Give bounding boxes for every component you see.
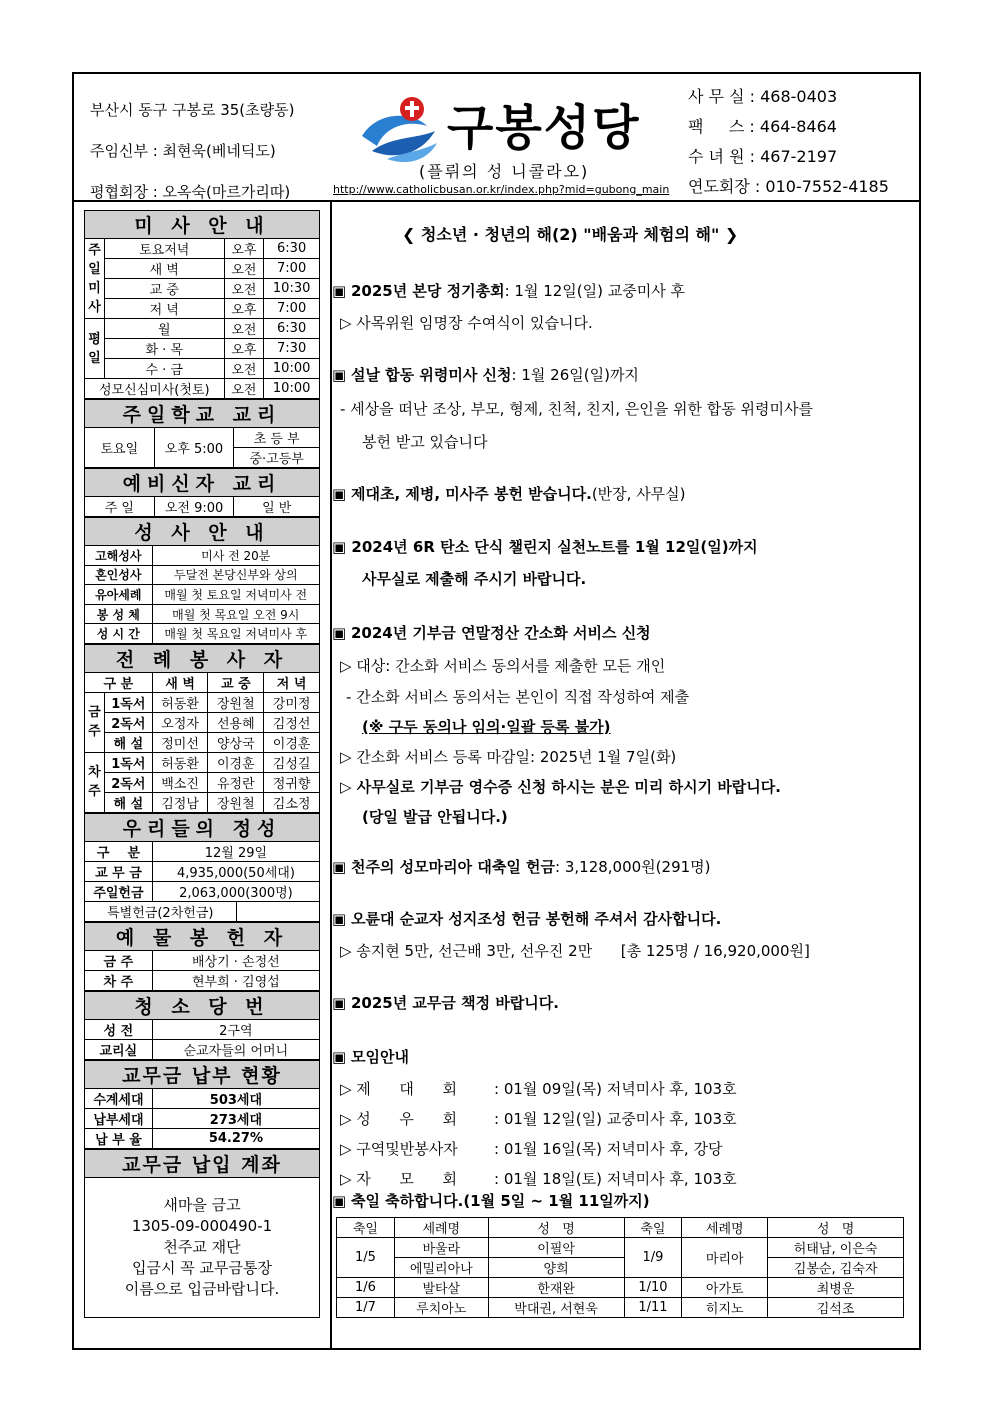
mass-time: 10:00 [264,379,320,399]
server-role: 해 설 [104,732,152,752]
notice-detail: - 세상을 떠난 조상, 부모, 형제, 친척, 친지, 은인을 위한 합동 위령미사를 [340,400,813,418]
sidebar-tables [84,210,320,1318]
mass-name: 화 · 목 [104,339,224,359]
servers-header: 구 분 [85,672,153,692]
year-theme: ❮ 청소년 · 청년의 해(2) "배움과 체험의 해" ❯ [402,225,739,244]
sunday-school-time: 오후 5:00 [154,428,234,468]
account-number: 1305-09-000490-1 [131,1216,273,1235]
pastor: 주임신부 : 최현욱(베네딕도) [90,142,276,160]
dues-value: 273세대 [152,1108,319,1128]
square-bullet-icon: ▣ [332,485,347,503]
meeting-item: ▷ 성 우 회 : 01월 12일(일) 교중미사 후, 103호 [340,1110,737,1128]
council-president: 평협회장 : 오옥숙(마르가리따) [90,183,291,201]
notice-detail: 봉헌 받고 있습니다 [362,433,488,451]
person-name: 김봉순, 김숙자 [768,1258,904,1278]
sunday-mass-label: 주 일 미 사 [85,239,105,319]
server-name: 유정란 [208,772,264,792]
baptismal-name: 마리아 [682,1238,768,1278]
mass-ampm: 오후 [224,299,264,319]
feast-header: 성 명 [488,1218,624,1238]
sidebar [74,202,332,1348]
server-name: 김정선 [264,712,320,732]
notice-text: : 3,128,000원(291명) [555,858,711,876]
notice-offerings [332,483,919,504]
address: 부산시 동구 구봉로 35(초량동) [90,101,295,119]
website-link[interactable]: http://www.catholicbusan.or.kr/index.php?mid=gubong_main [333,183,670,196]
offering-label: 주일헌금 [85,881,153,901]
notice-meetings [332,1046,919,1067]
server-role: 2독서 [104,772,152,792]
sacraments-title: 성 사 안 내 [85,518,320,546]
feast-header: 축일 [624,1218,682,1238]
dues-label: 납부세대 [85,1108,153,1128]
notice-title: 2024년 기부금 연말정산 간소화 서비스 신청 [350,624,651,642]
notice-title: 천주의 성모마리아 대축일 헌금 [350,858,556,876]
server-role: 1독서 [104,752,152,772]
notice-text: (반장, 사무실) [591,485,686,503]
feast-date: 1/10 [624,1278,682,1298]
church-emblem-icon [357,91,447,166]
notice-title: 축일 축하합니다.(1월 5일 ~ 1월 11일까지) [350,1192,650,1210]
feast-days-table [336,1217,904,1318]
notice-shrine-thanks [332,908,919,929]
notice-detail: (당일 발급 안됩니다.) [362,808,508,826]
notice-solemnity-offering [332,856,919,877]
baptismal-name: 발타살 [394,1278,488,1298]
cleaning-label: 성 전 [85,1019,153,1039]
person-name: 한재완 [488,1278,624,1298]
dues-table [84,1060,320,1149]
mass-name: 수 · 금 [104,359,224,379]
feast-date: 1/7 [337,1298,395,1318]
contact-fax: 팩 스 : 464-8464 [688,117,837,136]
dues-label: 수계세대 [85,1088,153,1108]
header [74,74,919,202]
mass-ampm: 오전 [224,259,264,279]
server-name: 정미선 [152,732,208,752]
main-content [332,202,919,1348]
notice-title: 모임안내 [350,1048,409,1066]
contact-convent: 수 녀 원 : 467-2197 [688,147,838,166]
church-logo [333,89,677,199]
offering-value [236,901,319,921]
server-name: 강미정 [264,692,320,712]
bulletin-page [72,72,921,1350]
sunday-school-title: 주일학교 교리 [85,400,320,428]
square-bullet-icon: ▣ [332,858,347,876]
next-week-label: 차 주 [85,752,105,812]
square-bullet-icon: ▣ [332,1192,347,1210]
cleaning-table [84,991,320,1060]
notice-detail: 사무실로 제출해 주시기 바랍니다. [362,570,587,588]
server-name: 장원철 [208,792,264,812]
servers-header: 교 중 [208,672,264,692]
notice-carbon-fast [332,536,919,557]
mass-ampm: 오전 [224,359,264,379]
servers-header: 저 녁 [264,672,320,692]
notice-text: : 1월 26일(일)까지 [511,366,639,384]
server-name: 김정남 [152,792,208,812]
baptismal-name: 아가토 [682,1278,768,1298]
notice-detail: ▷ 송지현 5만, 선근배 3만, 선우진 2만 [총 125명 / 16,920,000원] [340,942,810,960]
catechumen-group: 일 반 [234,497,320,517]
contacts [688,82,889,202]
gift-label: 금 주 [85,950,153,970]
mass-time: 6:30 [264,239,320,259]
cleaning-label: 교리실 [85,1039,153,1059]
dues-label: 납 부 율 [85,1128,153,1148]
account-info [85,1177,320,1317]
baptismal-name: 바울라 [394,1238,488,1258]
person-name: 김석조 [768,1298,904,1318]
server-name: 김성길 [264,752,320,772]
sacrament-desc: 매월 첫 목요일 오전 9시 [152,604,319,624]
sacrament-name: 혼인성사 [85,565,153,585]
meeting-item: ▷ 제 대 회 : 01월 09일(목) 저녁미사 후, 103호 [340,1080,737,1098]
notice-title: 오륜대 순교자 성지조성 헌금 봉헌해 주셔서 감사합니다. [350,910,722,928]
account-title: 교무금 납입 계좌 [85,1149,320,1177]
notice-memorial-mass [332,364,919,385]
offering-label: 교 무 금 [85,861,153,881]
notice-donation-tax [332,622,919,643]
server-name: 허동환 [152,752,208,772]
account-bank: 새마을 금고 [163,1195,241,1214]
offering-value: 4,935,000(50세대) [152,861,319,881]
baptismal-name: 루치아노 [394,1298,488,1318]
server-name: 이경훈 [208,752,264,772]
secondary-group: 중·고등부 [234,448,320,468]
catechumen-title: 예비신자 교리 [85,469,320,497]
header-info [90,90,295,213]
catechumen-time: 오전 9:00 [154,497,234,517]
sacraments-table [84,517,320,644]
person-name: 최병운 [768,1278,904,1298]
offering-value: 12월 29일 [152,841,319,861]
gift-table [84,922,320,991]
server-name: 장원철 [208,692,264,712]
servers-header: 새 벽 [152,672,208,692]
baptismal-name: 히지노 [682,1298,768,1318]
server-name: 백소진 [152,772,208,792]
dues-title: 교무금 납부 현황 [85,1060,320,1088]
server-role: 2독서 [104,712,152,732]
mass-schedule-table [84,210,320,399]
catechumen-table [84,468,320,517]
dues-value: 503세대 [152,1088,319,1108]
mass-time: 10:00 [264,359,320,379]
offering-label: 특별헌금(2차헌금) [85,901,237,921]
notice-detail: ▷ 대상: 간소화 서비스 동의서를 제출한 모든 개인 [340,657,666,675]
mass-time: 7:30 [264,339,320,359]
cleaning-value: 2구역 [152,1019,319,1039]
catechumen-day: 주 일 [85,497,155,517]
notice-assembly [332,280,919,301]
mass-name: 새 벽 [104,259,224,279]
sacrament-desc: 미사 전 20분 [152,546,319,566]
account-note: 입금시 꼭 교무금통장 [132,1258,272,1277]
notice-title: 2025년 본당 정기총회 [350,282,505,300]
notice-detail: (※ 구두 동의나 임의·일괄 등록 불가) [362,718,611,736]
cleaning-value: 순교자들의 어머니 [152,1039,319,1059]
person-name: 이필악 [488,1238,624,1258]
marian-mass-name: 성모신심미사(첫토) [85,379,225,399]
mass-title: 미 사 안 내 [85,211,320,239]
server-name: 정귀향 [264,772,320,792]
dues-value: 54.27% [152,1128,319,1148]
notice-title: 제대초, 제병, 미사주 봉헌 받습니다. [350,485,592,503]
notice-detail: ▷ 사무실로 기부금 영수증 신청 하시는 분은 미리 하시기 바랍니다. [340,778,781,796]
notice-detail: ▷ 간소화 서비스 등록 마감일: 2025년 1월 7일(화) [340,748,677,766]
servers-table [84,644,320,813]
weekday-mass-label: 평 일 [85,319,105,379]
mass-name: 교 중 [104,279,224,299]
offering-table [84,813,320,922]
feast-header: 세례명 [394,1218,488,1238]
server-name: 양상국 [208,732,264,752]
gift-label: 차 주 [85,970,153,990]
square-bullet-icon: ▣ [332,994,347,1012]
notice-text: : 1월 12일(일) 교중미사 후 [504,282,685,300]
feast-header: 성 명 [768,1218,904,1238]
person-name: 양희 [488,1258,624,1278]
server-name: 오정자 [152,712,208,732]
server-name: 김소정 [264,792,320,812]
elementary-group: 초 등 부 [234,428,320,448]
notice-title: 설날 합동 위령미사 신청 [350,366,512,384]
sacrament-name: 고해성사 [85,546,153,566]
server-role: 1독서 [104,692,152,712]
mass-ampm: 오후 [224,339,264,359]
offering-label: 구 분 [85,841,153,861]
mass-name: 월 [104,319,224,339]
square-bullet-icon: ▣ [332,282,347,300]
square-bullet-icon: ▣ [332,538,347,556]
notice-title: 2025년 교무금 책정 바랍니다. [350,994,559,1012]
patron-saint: (플뤼의 성 니콜라오) [419,162,590,181]
mass-ampm: 오전 [224,379,264,399]
gift-title: 예 물 봉 헌 자 [85,922,320,950]
person-name: 허태남, 이은숙 [768,1238,904,1258]
server-name: 허동환 [152,692,208,712]
server-role: 해 설 [104,792,152,812]
mass-ampm: 오전 [224,319,264,339]
offering-value: 2,063,000(300명) [152,881,319,901]
notice-title: 2024년 6R 탄소 단식 챌린지 실천노트를 1월 12일(일)까지 [351,538,758,556]
square-bullet-icon: ▣ [332,624,347,642]
mass-name: 토요저녁 [104,239,224,259]
mass-time: 10:30 [264,279,320,299]
meeting-item: ▷ 자 모 회 : 01월 18일(토) 저녁미사 후, 103호 [340,1170,737,1188]
sacrament-desc: 매월 첫 목요일 저녁미사 후 [152,624,319,644]
sunday-school-day: 토요일 [85,428,155,468]
servers-title: 전 례 봉 사 자 [85,644,320,672]
server-name: 이경훈 [264,732,320,752]
sunday-school-table [84,399,320,468]
mass-ampm: 오후 [224,239,264,259]
account-holder: 천주교 재단 [163,1237,241,1256]
sacrament-desc: 매월 첫 토요일 저녁미사 전 [152,585,319,605]
feast-date: 1/11 [624,1298,682,1318]
sacrament-desc: 두달전 본당신부와 상의 [152,565,319,585]
church-name: 구봉성당 [447,100,641,156]
cleaning-title: 청 소 당 번 [85,991,320,1019]
notice-detail: ▷ 사목위원 임명장 수여식이 있습니다. [340,314,593,332]
mass-time: 7:00 [264,299,320,319]
feast-date: 1/5 [337,1238,395,1278]
offering-title: 우리들의 정성 [85,813,320,841]
mass-ampm: 오전 [224,279,264,299]
account-note: 이름으로 입금바랍니다. [124,1279,280,1298]
gift-value: 현부희 · 김영섭 [152,970,319,990]
mass-time: 6:30 [264,319,320,339]
square-bullet-icon: ▣ [332,1048,347,1066]
server-name: 선용혜 [208,712,264,732]
baptismal-name: 에밀리아나 [394,1258,488,1278]
this-week-label: 금 주 [85,692,105,752]
gift-value: 배상기 · 손정선 [152,950,319,970]
mass-time: 7:00 [264,259,320,279]
contact-office: 사 무 실 : 468-0403 [688,87,838,106]
notice-feast-days [332,1190,919,1211]
account-table [84,1149,320,1318]
notice-detail: - 간소화 서비스 동의서는 본인이 직접 작성하여 제출 [346,688,690,706]
feast-header: 세례명 [682,1218,768,1238]
sacrament-name: 성 시 간 [85,624,153,644]
feast-date: 1/6 [337,1278,395,1298]
feast-date: 1/9 [624,1238,682,1278]
square-bullet-icon: ▣ [332,910,347,928]
contact-funeral: 연도회장 : 010-7552-4185 [688,177,889,196]
meeting-item: ▷ 구역및반봉사자 : 01월 16일(목) 저녁미사 후, 강당 [340,1140,723,1158]
feast-header: 축일 [337,1218,395,1238]
sacrament-name: 유아세례 [85,585,153,605]
sacrament-name: 봉 성 체 [85,604,153,624]
square-bullet-icon: ▣ [332,366,347,384]
person-name: 박대권, 서현욱 [488,1298,624,1318]
mass-name: 저 녁 [104,299,224,319]
notice-dues [332,992,919,1013]
